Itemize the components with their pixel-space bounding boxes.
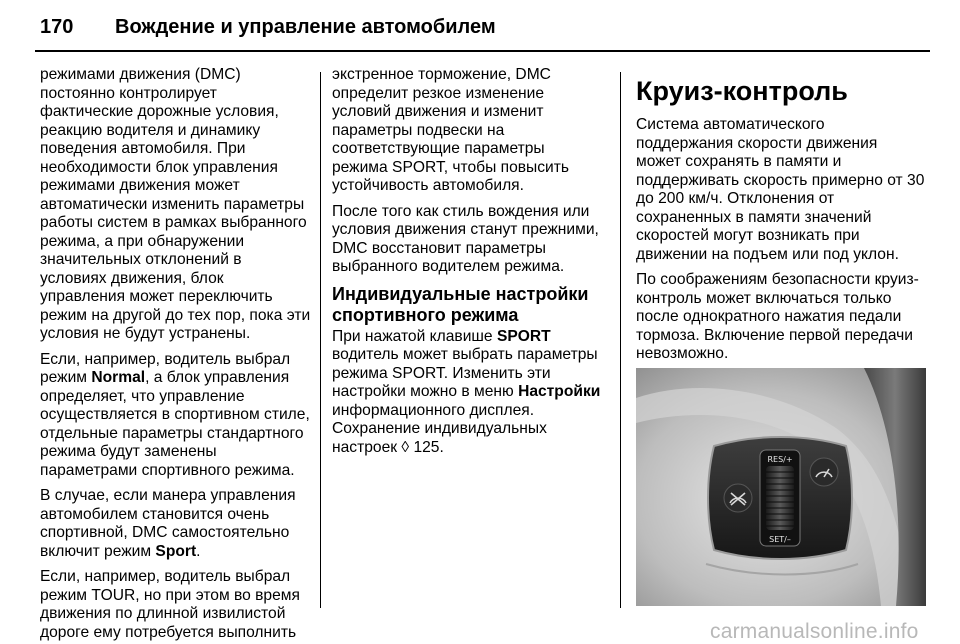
paragraph: После того как стиль вождения или условия движения станут прежними, DMC восстановит параметры выбранного водителем режима. [332,202,599,275]
text: , а блок управления определяет, что управление осуществляется в спортивном стиле, отдельные параметры стандартного режима будут заменены параметрами спортивного режима. [40,369,310,479]
paragraph [40,487,312,561]
settings-menu-term: Настройки [518,383,601,400]
mode-sport-term: Sport [155,542,197,560]
paragraph [40,351,312,481]
watermark: carmanualsonline.info [710,620,919,643]
cross-reference-page: 125. [409,438,444,456]
text: При нажатой клавише [332,327,497,345]
res-label: RES/+ [767,455,793,464]
column-divider-2 [620,72,621,608]
text: . [196,542,201,560]
paragraph [332,328,604,458]
header-rule [35,50,930,52]
text: информационного дисплея. Сохранение индивидуальных настроек [332,401,547,456]
section-heading: Индивидуальные настройки спортивного режима [332,283,589,325]
paragraph: экстренное торможение, DMC определит резкое изменение условий движения и изменит параметры подвески на соответствующие параметры режима SPORT, чтобы повысить устойчивость автомобиля. [332,66,570,194]
page-number: 170 [40,16,74,38]
column-1 [40,66,312,642]
steering-wheel-controls-illustration [636,368,926,606]
column-divider-1 [320,72,321,608]
column-2 [332,66,604,464]
text: Если, например, водитель выбрал режим [40,350,291,386]
text: В случае, если манера управления автомобилем становится очень спортивной, DMC самостоятельно включит режим [40,487,296,560]
chapter-heading: Круиз-контроль [636,76,848,106]
text: водитель может выбрать параметры режима SPORT. Изменить эти настройки можно в меню [332,346,598,400]
paragraph: Если, например, водитель выбрал режим TOUR, но при этом во время движения по длинной извилистой дороге ему потребуется выполнить [40,568,300,641]
paragraph: По соображениям безопасности круиз-контроль может включаться только после однократного нажатия педали тормоза. Включение первой передачи невозможно. [636,271,919,362]
sport-key-term: SPORT [496,327,551,345]
cross-reference-arrow-icon: ◊ [401,438,410,456]
mode-normal-term: Normal [91,369,146,386]
set-label: SET/– [769,535,791,544]
paragraph: режимами движения (DMC) постоянно контролирует фактические дорожные условия, реакцию водителя и динамику поведения автомобиля. При необходимости блок управления режимами движения может автоматически изменить параметры работы систем в рамках выбранного режима, а при обнаружении значительных отклонений в условиях движения, блок управления может переключить режим на другой до тех пор, пока эти условия не будут устранены. [40,66,311,342]
cruise-control-figure [636,368,926,606]
paragraph: Система автоматического поддержания скорости движения может сохранять в памяти и поддерживать скорость примерно от 30 до 200 км/ч. Отклонения от сохраненных в памяти значений скоростей могут возникать при движении на подъем или под уклон. [636,116,925,263]
page-title: Вождение и управление автомобилем [115,16,496,38]
column-3 [636,76,926,371]
page-header [35,14,930,54]
